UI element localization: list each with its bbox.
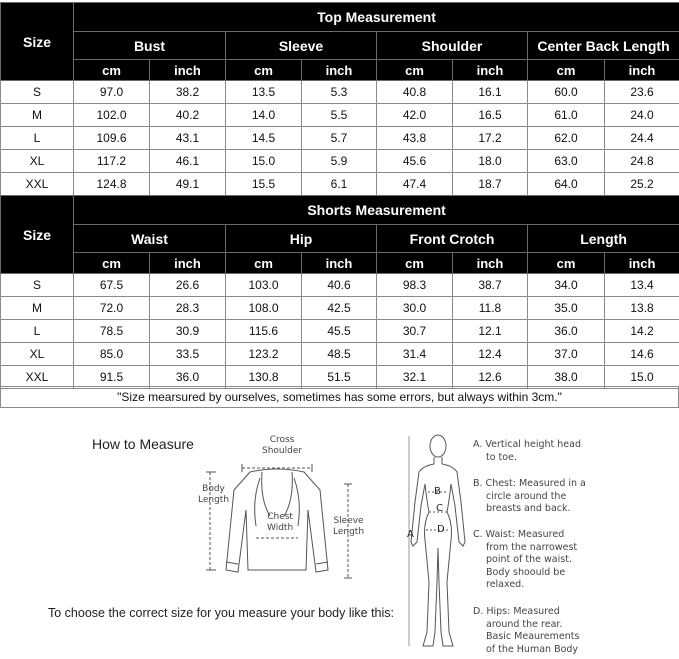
unit-header: inch xyxy=(302,60,377,81)
value-cell: 130.8 xyxy=(226,366,302,389)
value-cell: 33.5 xyxy=(150,343,226,366)
value-cell: 30.9 xyxy=(150,320,226,343)
point-label-b: B xyxy=(434,486,441,497)
value-cell: 12.1 xyxy=(453,320,528,343)
unit-header: cm xyxy=(377,60,453,81)
size-cell: M xyxy=(1,104,74,127)
value-cell: 102.0 xyxy=(74,104,150,127)
legend-b: B. Chest: Measured in a circle around the breasts and back. xyxy=(473,478,586,514)
value-cell: 38.2 xyxy=(150,81,226,104)
value-cell: 34.0 xyxy=(528,274,605,297)
value-cell: 108.0 xyxy=(226,297,302,320)
value-cell: 5.7 xyxy=(302,127,377,150)
value-cell: 47.4 xyxy=(377,173,453,196)
value-cell: 28.3 xyxy=(150,297,226,320)
legend-d: D. Hips: Measured around the rear. Basic Meaurements of the Human Body xyxy=(473,606,580,655)
value-cell: 26.6 xyxy=(150,274,226,297)
size-cell: XXL xyxy=(1,173,74,196)
value-cell: 37.0 xyxy=(528,343,605,366)
unit-header: cm xyxy=(377,253,453,274)
value-cell: 43.1 xyxy=(150,127,226,150)
value-cell: 115.6 xyxy=(226,320,302,343)
value-cell: 30.7 xyxy=(377,320,453,343)
size-cell: L xyxy=(1,127,74,150)
value-cell: 60.0 xyxy=(528,81,605,104)
table-row xyxy=(1,150,679,173)
how-to-measure-title: How to Measure xyxy=(92,436,194,452)
column-group-header: Sleeve xyxy=(226,32,377,60)
unit-header: inch xyxy=(453,253,528,274)
column-group-header: Length xyxy=(528,225,679,253)
value-cell: 62.0 xyxy=(528,127,605,150)
unit-header: inch xyxy=(605,253,679,274)
value-cell: 72.0 xyxy=(74,297,150,320)
cross-shoulder-label: Cross Shoulder xyxy=(262,435,303,456)
sleeve-length-label: Sleeve Length xyxy=(333,516,365,537)
table-row xyxy=(1,274,679,297)
column-group-header: Front Crotch xyxy=(377,225,528,253)
value-cell: 61.0 xyxy=(528,104,605,127)
point-label-a: A xyxy=(407,529,414,540)
value-cell: 98.3 xyxy=(377,274,453,297)
unit-header: cm xyxy=(528,253,605,274)
value-cell: 38.0 xyxy=(528,366,605,389)
unit-header: cm xyxy=(74,60,150,81)
value-cell: 36.0 xyxy=(528,320,605,343)
unit-header: inch xyxy=(302,253,377,274)
value-cell: 103.0 xyxy=(226,274,302,297)
value-cell: 40.8 xyxy=(377,81,453,104)
value-cell: 11.8 xyxy=(453,297,528,320)
value-cell: 30.0 xyxy=(377,297,453,320)
value-cell: 49.1 xyxy=(150,173,226,196)
value-cell: 63.0 xyxy=(528,150,605,173)
unit-header: inch xyxy=(605,60,679,81)
measurement-note: "Size mearsured by ourselves, sometimes has some errors, but always within 3cm." xyxy=(0,386,679,408)
body-length-label: Body Length xyxy=(198,484,230,505)
value-cell: 36.0 xyxy=(150,366,226,389)
value-cell: 13.8 xyxy=(605,297,679,320)
value-cell: 5.3 xyxy=(302,81,377,104)
value-cell: 109.6 xyxy=(74,127,150,150)
value-cell: 12.4 xyxy=(453,343,528,366)
choose-size-instruction: To choose the correct size for you measure your body like this: xyxy=(48,606,394,620)
value-cell: 40.6 xyxy=(302,274,377,297)
table-row xyxy=(1,81,679,104)
table-title: Top Measurement xyxy=(74,3,679,32)
value-cell: 18.0 xyxy=(453,150,528,173)
column-group-header: Waist xyxy=(74,225,226,253)
value-cell: 16.5 xyxy=(453,104,528,127)
top-measurement-table xyxy=(0,2,679,196)
table-title: Shorts Measurement xyxy=(74,196,679,225)
legend-a: A. Vertical height head to toe. xyxy=(473,439,581,463)
value-cell: 42.0 xyxy=(377,104,453,127)
value-cell: 97.0 xyxy=(74,81,150,104)
value-cell: 15.0 xyxy=(605,366,679,389)
unit-header: cm xyxy=(226,60,302,81)
value-cell: 12.6 xyxy=(453,366,528,389)
value-cell: 14.6 xyxy=(605,343,679,366)
value-cell: 42.5 xyxy=(302,297,377,320)
value-cell: 48.5 xyxy=(302,343,377,366)
point-label-d: D xyxy=(437,524,445,535)
value-cell: 38.7 xyxy=(453,274,528,297)
value-cell: 40.2 xyxy=(150,104,226,127)
value-cell: 35.0 xyxy=(528,297,605,320)
value-cell: 25.2 xyxy=(605,173,679,196)
value-cell: 124.8 xyxy=(74,173,150,196)
value-cell: 13.5 xyxy=(226,81,302,104)
table-row xyxy=(1,104,679,127)
table-row xyxy=(1,320,679,343)
value-cell: 5.5 xyxy=(302,104,377,127)
value-cell: 78.5 xyxy=(74,320,150,343)
chest-width-label: Chest Width xyxy=(267,512,294,533)
value-cell: 5.9 xyxy=(302,150,377,173)
unit-header: inch xyxy=(150,253,226,274)
value-cell: 14.0 xyxy=(226,104,302,127)
value-cell: 14.5 xyxy=(226,127,302,150)
value-cell: 85.0 xyxy=(74,343,150,366)
unit-header: cm xyxy=(226,253,302,274)
value-cell: 23.6 xyxy=(605,81,679,104)
column-group-header: Center Back Length xyxy=(528,32,679,60)
table-row xyxy=(1,297,679,320)
table-row xyxy=(1,173,679,196)
value-cell: 18.7 xyxy=(453,173,528,196)
value-cell: 14.2 xyxy=(605,320,679,343)
value-cell: 64.0 xyxy=(528,173,605,196)
size-cell: M xyxy=(1,297,74,320)
value-cell: 24.8 xyxy=(605,150,679,173)
column-group-header: Shoulder xyxy=(377,32,528,60)
value-cell: 32.1 xyxy=(377,366,453,389)
legend-c: C. Waist: Measured from the narrowest point of the waist. Body shoould be relaxed. xyxy=(473,529,578,590)
value-cell: 123.2 xyxy=(226,343,302,366)
unit-header: inch xyxy=(453,60,528,81)
unit-header: cm xyxy=(528,60,605,81)
value-cell: 24.4 xyxy=(605,127,679,150)
value-cell: 24.0 xyxy=(605,104,679,127)
shorts-measurement-table xyxy=(0,195,679,389)
value-cell: 31.4 xyxy=(377,343,453,366)
column-group-header: Hip xyxy=(226,225,377,253)
value-cell: 46.1 xyxy=(150,150,226,173)
value-cell: 15.0 xyxy=(226,150,302,173)
value-cell: 67.5 xyxy=(74,274,150,297)
size-cell: XL xyxy=(1,150,74,173)
value-cell: 13.4 xyxy=(605,274,679,297)
value-cell: 15.5 xyxy=(226,173,302,196)
value-cell: 16.1 xyxy=(453,81,528,104)
size-header: Size xyxy=(1,3,74,81)
point-label-c: C xyxy=(436,503,443,514)
value-cell: 91.5 xyxy=(74,366,150,389)
value-cell: 43.8 xyxy=(377,127,453,150)
size-cell: S xyxy=(1,274,74,297)
human-body-diagram-icon xyxy=(405,432,471,654)
column-group-header: Bust xyxy=(74,32,226,60)
table-row xyxy=(1,343,679,366)
value-cell: 17.2 xyxy=(453,127,528,150)
size-cell: L xyxy=(1,320,74,343)
unit-header: inch xyxy=(150,60,226,81)
value-cell: 6.1 xyxy=(302,173,377,196)
unit-header: cm xyxy=(74,253,150,274)
size-cell: XL xyxy=(1,343,74,366)
value-cell: 117.2 xyxy=(74,150,150,173)
table-row xyxy=(1,127,679,150)
size-cell: S xyxy=(1,81,74,104)
value-cell: 45.5 xyxy=(302,320,377,343)
value-cell: 51.5 xyxy=(302,366,377,389)
size-cell: XXL xyxy=(1,366,74,389)
value-cell: 45.6 xyxy=(377,150,453,173)
size-header: Size xyxy=(1,196,74,274)
